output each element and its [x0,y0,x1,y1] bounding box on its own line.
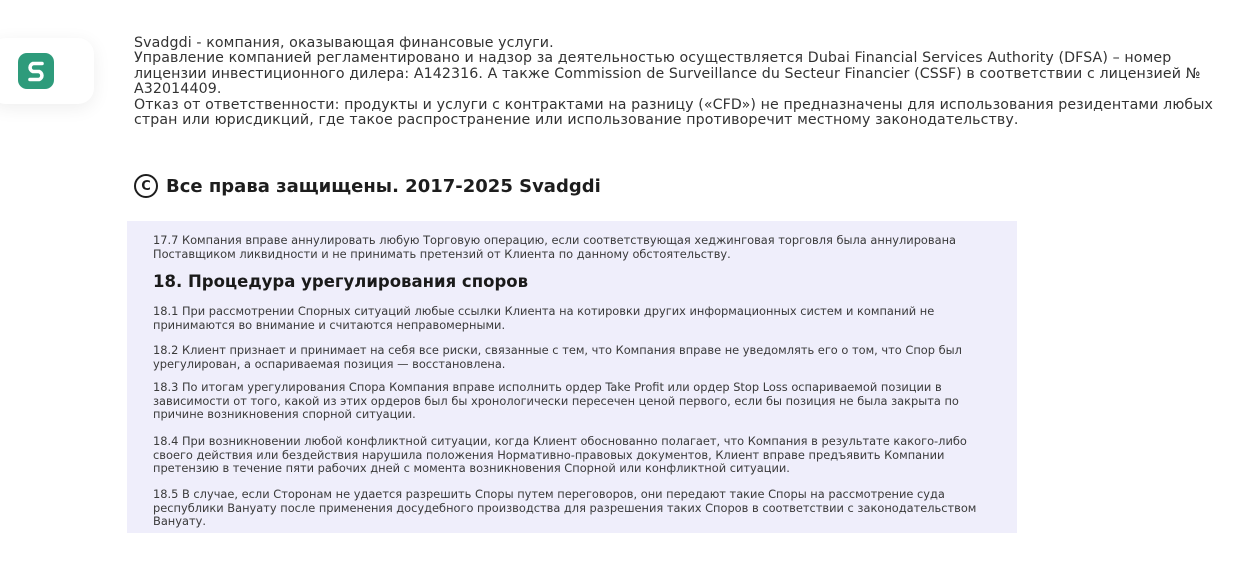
copyright-line [134,173,601,199]
clause-18-4: 18.4 При возникновении любой конфликтной ситуации, когда Клиент обоснованно полагает, что Компания в результате какого-либо своего действия или бездействия нарушила положения Нормативно-правовых документов, Клиент вправе предъявить Компании претензию в течение пяти рабочих дней с момента возникновения Спорной или конфликтной ситуации. [153,434,967,476]
terms-panel[interactable] [127,221,1017,533]
clause-18-1: 18.1 При рассмотрении Спорных ситуаций любые ссылки Клиента на котировки других информационных систем и компаний не принимаются во внимание и считаются неправомерными. [153,304,935,332]
risk-disclaimer: Отказ от ответственности: продукты и услуги с контрактами на разницу («CFD») не предназначены для использования резидентами любых стран или юрисдикций, где такое распространение или использование противоречит местному законодательству. [134,96,1214,129]
section-title: 18. Процедура урегулирования споров [153,272,529,291]
clause-18-2: 18.2 Клиент признает и принимает на себя все риски, связанные с тем, что Компания вправе не уведомлять его о том, что Спор был урегулирован, а оспариваемая позиция — восстановлена. [153,343,962,371]
clause-18-5: 18.5 В случае, если Сторонам не удается разрешить Споры путем переговоров, они передают такие Споры на рассмотрение суда республики Вануату после применения досудебного производства для разрешения таких Споров в соответствии с законодательством Вануату. [153,487,977,529]
copyright-icon: C [134,174,158,198]
clause-18-3: 18.3 По итогам урегулирования Спора Компания вправе исполнить ордер Take Profit или ордер Stop Loss оспариваемой позиции в зависимости от того, какой из этих ордеров был бы хронологически пересечен ценой первого, если бы позиция не была закрыта по причине возникновения спорной ситуации. [153,380,959,422]
clause-17-7: 17.7 Компания вправе аннулировать любую Торговую операцию, если соответствующая хеджинговая торговля была аннулирована Поставщиком ликвидности и не принимать претензий от Клиента по данному обстоятельству. [153,233,957,261]
footer-disclaimer [134,36,1234,128]
company-description: Svadgdi - компания, оказывающая финансовые услуги. [134,35,554,51]
svadgdi-s-logo-icon[interactable] [18,53,54,89]
regulation-notice: Управление компанией регламентировано и надзор за деятельностью осуществляется Dubai Financial Services Authority (DFSA) – номер лицензии инвестиционного дилера: A142316. А также Commission de Surveillance du Secteur Financier (CSSF) в соответствии с лицензией № A32014409. [134,50,1201,98]
copyright-text: Все права защищены. 2017-2025 Svadgdi [166,175,601,197]
